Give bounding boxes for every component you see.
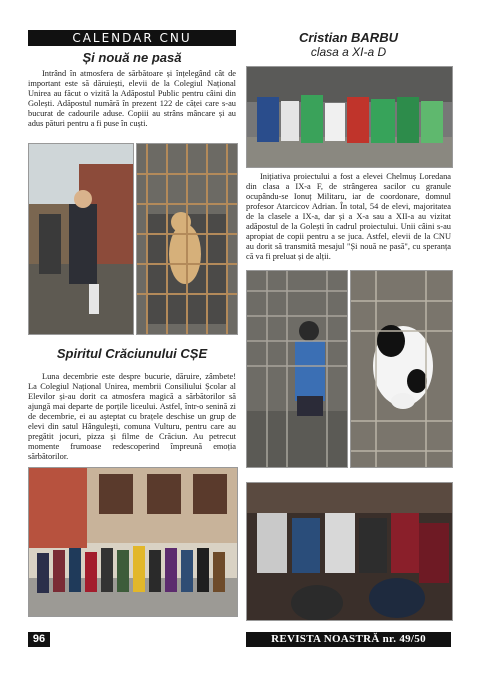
spotted-dog-image <box>351 271 452 467</box>
author-class: clasa a XI-a D <box>310 45 387 59</box>
christmas-paragraph: Luna decembrie este despre bucurie, dăruire, zâmbete! La Colegiul Național Unirea, membrii Consiliului Școlar al Elevilor și-au dorit ca atmosfera magică a sărbătorilor să ajungă mai departe de porțile liceului. Astfel, într-o senină zi de decembrie, ei au așteptat cu brațele deschise un grup de elevi din satul Hânguleşti, comuna Vulturu, pentru care au pregătit jocuri, pizza și filme de Crăciun. Au petrecut momente frumoase redescoperind împreună emoția sărbătorilor. <box>28 372 236 461</box>
food-bags-photo <box>246 66 453 168</box>
project-text-block <box>246 172 451 262</box>
shelter-visit-image <box>29 144 133 334</box>
page-number: 96 <box>28 632 50 647</box>
student-with-dog-photo <box>246 270 348 468</box>
intro-paragraph: Intrând în atmosfera de sărbătoare și înțelegând cât de important este să dăruiești, elevii de la Colegiul Național Unirea au făcut o vizită la Adăpostul Public pentru câini din Golești. Adăpostul numără în prezent 122 de căței care s-au bucurat de cadourile aduse. Copiii au strâns mâncare și au adus pături pentru a fi puse în cuști. <box>28 69 236 128</box>
students-indoor-photo <box>246 482 453 621</box>
author-name: Cristian BARBU <box>299 30 398 45</box>
intro-text-block <box>28 69 236 129</box>
student-with-dog-image <box>247 271 347 467</box>
section-title: Spiritul Crăciunului CȘE <box>56 346 208 361</box>
calendar-header: CALENDAR CNU <box>28 30 236 46</box>
group-photo <box>28 467 238 617</box>
shelter-visit-photo <box>28 143 134 335</box>
magazine-title: REVISTA NOASTRĂ nr. 49/50 <box>246 632 451 647</box>
dog-in-cage-image <box>137 144 237 334</box>
dog-in-cage-photo <box>136 143 238 335</box>
students-indoor-image <box>247 483 452 620</box>
christmas-text-block <box>28 372 236 462</box>
food-bags-image <box>247 67 452 167</box>
spotted-dog-photo <box>350 270 453 468</box>
article-title: Și nouă ne pasă <box>82 50 182 65</box>
group-image <box>29 468 237 616</box>
project-paragraph: Inițiativa proiectului a fost a elevei Chelmuș Loredana din clasa a IX-a F, de strângerea sacilor cu granule ocupându-se Ionuț Militaru, iar de coordonare, domnul profesor Atarcicov Adrian. În total, 54 de elevi, majoritatea de la clasele a IX-a, dar și a X-a sau a XII-a au vizitat adăpostul de la Golești în cadrul proiectului. Unii câini s-au apropiat de copii pentru a se juca. Astfel, elevii de la CNU au dorit să transmită mesajul "Și nouă ne pasă", cu speranța că va fi preluat și de alții. <box>246 172 451 261</box>
